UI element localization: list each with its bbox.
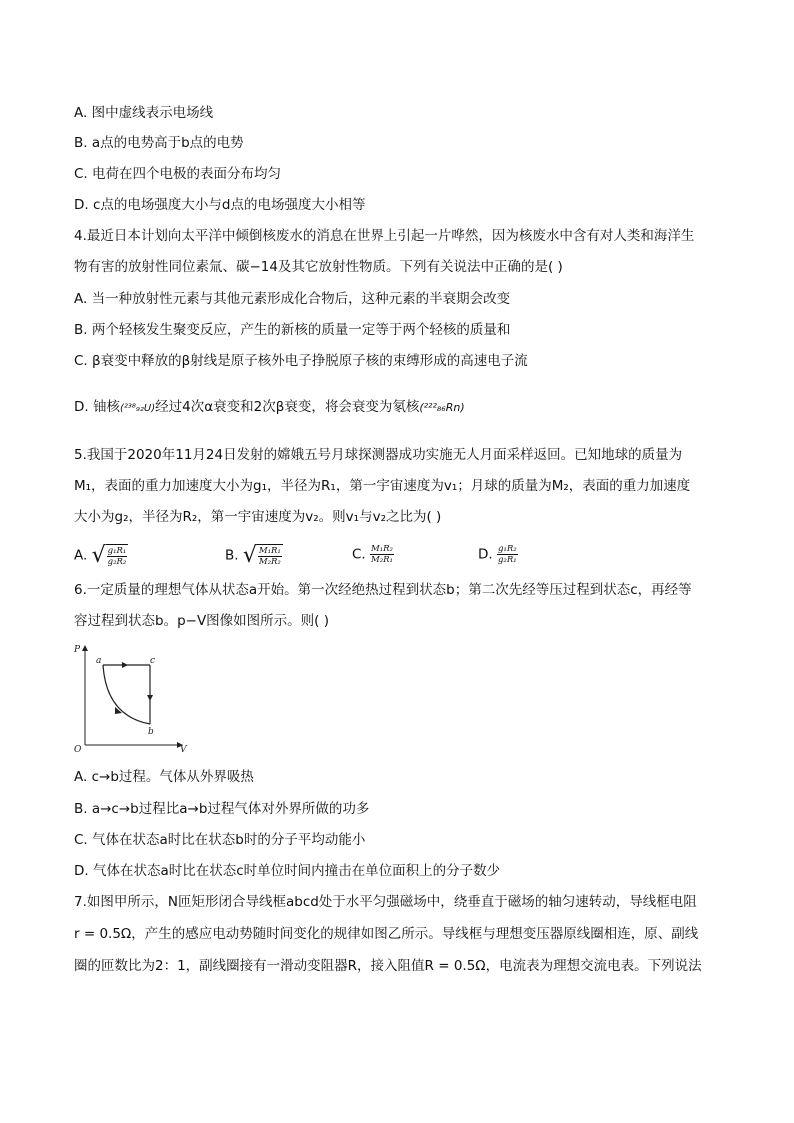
q3-option-a: A. 图中虚线表示电场线 — [74, 105, 214, 121]
q4-option-c: C. β衰变中释放的β射线是原子核外电子挣脱原子核的束缚形成的高速电子流 — [74, 353, 528, 369]
q5-option-a-label: A. — [74, 547, 88, 564]
q5-c-numerator: M₁R₂ — [371, 544, 393, 554]
q5-stem-line1: 5.我国于2020年11月24日发射的嫦娥五号月球探测器成功实施无人月面采样返回。已知地球的质量为 — [74, 447, 683, 463]
q5-c-denominator: M₂R₁ — [371, 555, 393, 565]
q5-b-numerator: M₁R₁ — [258, 546, 281, 556]
point-b-label: b — [148, 727, 154, 737]
q3-option-c: C. 电荷在四个电极的表面分布均匀 — [74, 166, 282, 182]
q4-option-d-mid: 经过4次α衰变和2次β衰变，将会衰变为氡核 — [155, 399, 420, 415]
p-axis-label: P — [74, 645, 81, 655]
point-c-label: c — [150, 656, 156, 666]
q5-d-numerator: g₁R₂ — [497, 544, 517, 554]
q5-option-b: B. √ $\frac{\text{M₁R₁}}{\text{M₂R₂}}$ — [225, 542, 281, 568]
uranium-nucleus: (²³⁸₉₂U) — [119, 403, 156, 414]
q5-b-denominator: M₂R₂ — [258, 557, 281, 567]
q4-stem-line2: 物有害的放射性同位素氚、碳−14及其它放射性物质。下列有关说法中正确的是( ) — [74, 259, 563, 275]
q5-option-c-label: C. — [352, 546, 366, 563]
q5-stem-line3: 大小为g₂，半径为R₂，第一宇宙速度为v₂。则v₁与v₂之比为( ) — [74, 509, 442, 525]
q5-stem-line2: M₁，表面的重力加速度大小为g₁，半径为R₁，第一宇宙速度为v₁；月球的质量为M₂，表面的重力加速度 — [74, 478, 691, 494]
q7-stem-line1: 7.如图甲所示，N匝矩形闭合导线框abcd处于水平匀强磁场中，绕垂直于磁场的轴匀速转动，导线框电阻 — [74, 894, 697, 910]
q5-a-denominator: g₂R₂ — [107, 557, 127, 567]
q6-stem-line2: 容过程到状态b。p−V图像如图所示。则( ) — [74, 613, 330, 629]
q3-option-b: B. a点的电势高于b点的电势 — [74, 135, 244, 151]
q6-option-c: C. 气体在状态a时比在状态b时的分子平均动能小 — [74, 832, 366, 848]
radon-nucleus: (²²²₈₆Rn) — [419, 401, 465, 414]
q6-option-a: A. c→b过程。气体从外界吸热 — [74, 769, 254, 785]
q5-option-b-label: B. — [225, 547, 239, 564]
q5-option-d — [478, 544, 518, 565]
q4-option-b: B. 两个轻核发生聚变反应，产生的新核的质量一定等于两个轻核的质量和 — [74, 322, 511, 338]
q4-option-d — [74, 398, 465, 418]
q7-stem-line2: r = 0.5Ω，产生的感应电动势随时间变化的规律如图乙所示。导线框与理想变压器原线圈相连，原、副线 — [74, 926, 699, 942]
q5-a-numerator: g₁R₁ — [107, 546, 127, 556]
q6-option-b: B. a→c→b过程比a→b过程气体对外界所做的功多 — [74, 801, 370, 817]
q5-option-c — [352, 544, 394, 565]
q3-option-d: D. c点的电场强度大小与d点的电场强度大小相等 — [74, 197, 366, 213]
q6-stem-line1: 6.一定质量的理想气体从状态a开始。第一次经绝热过程到状态b；第二次先经等压过程到状态c，再经等 — [74, 582, 692, 598]
q5-option-a: A. √ $\frac{\text{g₁R₁}}{\text{g₂R₂}}$ — [74, 542, 127, 568]
q4-option-d-prefix: D. 铀核 — [74, 399, 120, 415]
q5-option-d-label: D. — [478, 546, 493, 563]
q4-option-a: A. 当一种放射性元素与其他元素形成化合物后，这种元素的半衰期会改变 — [74, 291, 511, 307]
adiabatic-a-to-b — [103, 665, 150, 724]
q4-stem-line1: 4.最近日本计划向太平洋中倾倒核废水的消息在世界上引起一片哗然，因为核废水中含有对人类和海洋生 — [74, 228, 695, 244]
point-a-label: a — [96, 656, 102, 666]
pv-diagram — [70, 640, 195, 755]
v-axis-label: V — [180, 745, 187, 755]
q5-d-denominator: g₂R₁ — [497, 555, 517, 565]
q7-stem-line3: 圈的匝数比为2：1，副线圈接有一滑动变阻器R，接入阻值R = 0.5Ω，电流表为理想交流电表。下列说法 — [74, 958, 702, 974]
origin-label: O — [74, 745, 82, 755]
q6-option-d: D. 气体在状态a时比在状态c时单位时间内撞击在单位面积上的分子数少 — [74, 863, 501, 879]
